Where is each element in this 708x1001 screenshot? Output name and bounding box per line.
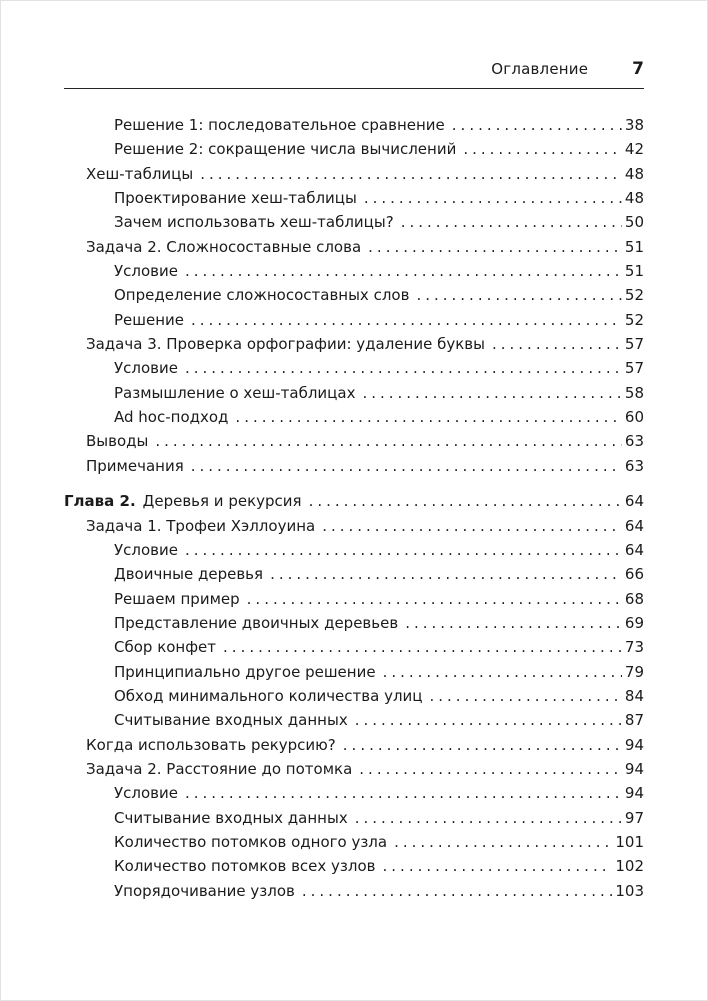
toc-entry-label: Сбор конфет	[114, 638, 217, 657]
toc-entry-label: Зачем использовать хеш-таблицы?	[114, 213, 394, 232]
toc-entry-page: 64	[624, 540, 644, 559]
dot-leader	[368, 238, 622, 256]
toc-entry-page: 57	[624, 359, 644, 378]
toc-entry-label: Решение 2: сокращение числа вычислений	[114, 140, 457, 159]
running-head-title: Оглавление	[491, 60, 589, 78]
toc-entry	[64, 809, 644, 833]
dot-leader	[270, 565, 622, 583]
toc-entry-page: 63	[624, 432, 644, 451]
toc-entry	[64, 384, 644, 408]
toc-entry	[64, 432, 644, 456]
toc-entry-page: 87	[624, 711, 644, 730]
toc-entry-page: 68	[624, 589, 644, 608]
toc-entry-label: Решение 1: последовательное сравнение	[114, 116, 445, 134]
toc-entry	[64, 213, 644, 237]
toc-entry	[64, 311, 644, 335]
toc-entry	[64, 286, 644, 310]
toc-entry-page: 42	[624, 140, 644, 159]
toc-entry	[64, 784, 644, 808]
toc-entry	[64, 590, 644, 614]
toc-entry-page: 51	[624, 262, 644, 281]
dot-leader	[355, 809, 622, 827]
dot-leader	[430, 687, 622, 705]
toc-entry	[64, 687, 644, 711]
toc-entry	[64, 736, 644, 760]
dot-leader	[355, 711, 622, 729]
toc-entry	[64, 189, 644, 213]
toc-entry-page: 102	[615, 857, 644, 876]
toc-entry-label: Обход минимального количества улиц	[114, 686, 423, 705]
toc-entry-label: Хеш-таблицы	[86, 164, 194, 183]
running-head-page-number: 7	[632, 59, 644, 79]
toc-entry	[64, 457, 644, 481]
toc-entry	[64, 614, 644, 638]
toc-entry	[64, 359, 644, 383]
toc-entry-page: 94	[624, 784, 644, 803]
toc-entry-page: 64	[624, 516, 644, 535]
dot-leader	[452, 116, 622, 134]
toc-entry-page: 69	[624, 613, 644, 632]
toc-entry-label: Условие	[114, 262, 178, 281]
toc-entry-page: 63	[624, 456, 644, 475]
toc-entry	[64, 262, 644, 286]
toc-entry-page: 50	[624, 213, 644, 232]
toc-entry-label: Примечания	[86, 456, 184, 475]
toc-chapter-entry	[64, 492, 644, 516]
dot-leader	[359, 760, 622, 778]
dot-leader	[185, 784, 622, 802]
toc-entry	[64, 517, 644, 541]
dot-leader	[343, 736, 622, 754]
toc-entry-label: Размышление о хеш-таблицах	[114, 383, 356, 402]
table-of-contents	[64, 116, 644, 906]
toc-entry-label: Принципиально другое решение	[114, 662, 376, 681]
toc-entry	[64, 408, 644, 432]
toc-entry-page: 48	[624, 189, 644, 208]
toc-entry-page: 57	[624, 335, 644, 354]
toc-entry	[64, 116, 644, 140]
toc-entry-label: Считывание входных данных	[114, 711, 348, 730]
dot-leader	[185, 262, 622, 280]
toc-entry	[64, 541, 644, 565]
toc-entry-label: Задача 2. Сложносоставные слова	[86, 237, 362, 256]
toc-entry-page: 48	[624, 164, 644, 183]
dot-leader	[200, 165, 622, 183]
toc-entry-page: 64	[624, 492, 644, 511]
dot-leader	[362, 384, 621, 402]
dot-leader	[405, 614, 622, 632]
toc-entry-page: 52	[624, 310, 644, 329]
toc-entry	[64, 638, 644, 662]
toc-entry-label: Условие	[114, 540, 178, 559]
dot-leader	[416, 286, 621, 304]
running-head	[64, 59, 644, 89]
toc-entry-label: Задача 2. Расстояние до потомка	[86, 759, 353, 778]
toc-entry-page: 51	[624, 237, 644, 256]
toc-entry-page: 38	[624, 116, 644, 134]
toc-entry-label: Когда использовать рекурсию?	[86, 735, 336, 754]
toc-chapter-number: Глава 2.	[64, 492, 136, 511]
toc-entry	[64, 711, 644, 735]
dot-leader	[364, 189, 622, 207]
toc-entry-page: 103	[615, 881, 644, 900]
toc-entry-label: Деревья и рекурсия	[142, 492, 302, 511]
toc-entry-label: Условие	[114, 784, 178, 803]
dot-leader	[155, 432, 622, 450]
dot-leader	[223, 638, 622, 656]
dot-leader	[383, 857, 613, 875]
toc-entry	[64, 335, 644, 359]
toc-entry	[64, 760, 644, 784]
toc-entry-label: Выводы	[86, 432, 149, 451]
toc-entry-label: Количество потомков одного узла	[114, 832, 388, 851]
dot-leader	[463, 140, 622, 158]
toc-entry	[64, 165, 644, 189]
dot-leader	[383, 663, 622, 681]
toc-entry-page: 79	[624, 662, 644, 681]
toc-entry-page: 97	[624, 808, 644, 827]
dot-leader	[401, 213, 622, 231]
toc-entry-page: 60	[624, 408, 644, 427]
toc-entry	[64, 565, 644, 589]
toc-entry-page: 84	[624, 686, 644, 705]
dot-leader	[394, 833, 612, 851]
toc-entry-label: Ad hoc-подход	[114, 408, 229, 427]
toc-entry-label: Задача 3. Проверка орфографии: удаление буквы	[86, 335, 485, 354]
dot-leader	[302, 882, 612, 900]
dot-leader	[185, 541, 622, 559]
dot-leader	[235, 408, 621, 426]
dot-leader	[309, 492, 622, 510]
toc-entry	[64, 833, 644, 857]
toc-entry	[64, 882, 644, 906]
dot-leader	[191, 311, 622, 329]
toc-entry-label: Считывание входных данных	[114, 808, 348, 827]
toc-entry-page: 94	[624, 735, 644, 754]
toc-entry-page: 66	[624, 565, 644, 584]
dot-leader	[185, 359, 622, 377]
dot-leader	[492, 335, 622, 353]
toc-entry-page: 52	[624, 286, 644, 305]
toc-entry-page: 94	[624, 759, 644, 778]
toc-entry-page: 101	[615, 832, 644, 851]
toc-entry-label: Представление двоичных деревьев	[114, 613, 399, 632]
toc-entry-label: Двоичные деревья	[114, 565, 264, 584]
dot-leader	[247, 590, 622, 608]
toc-entry-label: Определение сложносоставных слов	[114, 286, 410, 305]
toc-entry-page: 58	[624, 383, 644, 402]
toc-entry-label: Задача 1. Трофеи Хэллоуина	[86, 516, 316, 535]
toc-entry-label: Проектирование хеш-таблицы	[114, 189, 357, 208]
dot-leader	[322, 517, 622, 535]
toc-entry	[64, 140, 644, 164]
toc-entry	[64, 663, 644, 687]
dot-leader	[191, 457, 622, 475]
toc-entry	[64, 238, 644, 262]
toc-entry	[64, 857, 644, 881]
toc-entry-label: Упорядочивание узлов	[114, 881, 295, 900]
toc-entry-page: 73	[624, 638, 644, 657]
toc-entry-label: Условие	[114, 359, 178, 378]
toc-entry-label: Количество потомков всех узлов	[114, 857, 376, 876]
toc-entry-label: Решение	[114, 310, 185, 329]
toc-entry-label: Решаем пример	[114, 589, 240, 608]
